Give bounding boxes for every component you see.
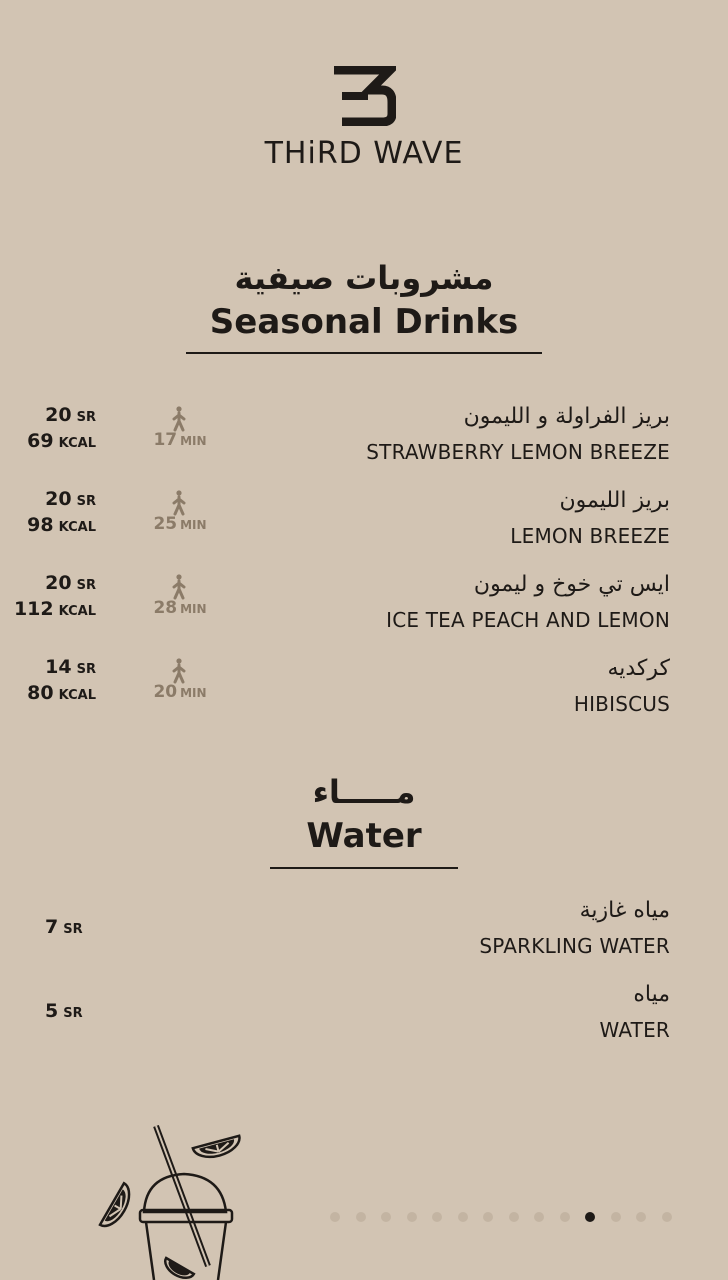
walking-person-icon xyxy=(170,658,188,684)
item-price: 20 SR xyxy=(45,404,96,426)
seasonal-title-ar: مشروبات صيفية xyxy=(234,259,494,297)
item-price: 5 SR xyxy=(45,1000,83,1022)
item-name-ar: بريز الفراولة و الليمون xyxy=(463,404,670,429)
menu-item[interactable] xyxy=(0,982,728,1052)
menu-item[interactable] xyxy=(0,488,728,558)
item-name-ar: ايس تي خوخ و ليمون xyxy=(473,572,670,597)
item-price: 20 SR xyxy=(45,572,96,594)
page-dot-active[interactable] xyxy=(585,1212,595,1222)
item-name-en: STRAWBERRY LEMON BREEZE xyxy=(366,440,670,464)
page-dot[interactable] xyxy=(611,1212,621,1222)
page-dot[interactable] xyxy=(330,1212,340,1222)
page-indicator[interactable] xyxy=(330,1212,672,1222)
water-divider xyxy=(270,867,458,869)
item-name-ar: مياه غازية xyxy=(579,898,670,923)
item-name-ar: مياه xyxy=(633,982,670,1007)
seasonal-heading xyxy=(0,256,728,344)
item-calories: 98 KCAL xyxy=(27,514,96,536)
page-dot[interactable] xyxy=(636,1212,646,1222)
page-dot[interactable] xyxy=(534,1212,544,1222)
page-dot[interactable] xyxy=(458,1212,468,1222)
page-dot[interactable] xyxy=(432,1212,442,1222)
page-dot[interactable] xyxy=(662,1212,672,1222)
item-calories: 80 KCAL xyxy=(27,682,96,704)
item-calories: 112 KCAL xyxy=(13,598,96,620)
water-title-ar: مـــــاء xyxy=(312,773,416,811)
third-wave-logo-icon xyxy=(332,66,396,126)
item-name-en: HIBISCUS xyxy=(573,692,670,716)
item-name-ar: كركديه xyxy=(607,656,670,681)
seasonal-divider xyxy=(186,352,542,354)
page-dot[interactable] xyxy=(356,1212,366,1222)
walk-minutes: 28 MIN xyxy=(153,598,207,618)
walking-person-icon xyxy=(170,490,188,516)
item-price: 14 SR xyxy=(45,656,96,678)
water-title-en: Water xyxy=(306,816,422,856)
item-name-en: LEMON BREEZE xyxy=(510,524,670,548)
walking-person-icon xyxy=(170,406,188,432)
brand-logo xyxy=(0,66,728,171)
menu-item[interactable] xyxy=(0,898,728,968)
brand-name: THiRD WAVE xyxy=(264,136,464,171)
page-dot[interactable] xyxy=(381,1212,391,1222)
walk-minutes: 17 MIN xyxy=(153,430,207,450)
walk-minutes: 20 MIN xyxy=(153,682,207,702)
seasonal-title-en: Seasonal Drinks xyxy=(209,302,519,342)
walking-person-icon xyxy=(170,574,188,600)
walk-minutes: 25 MIN xyxy=(153,514,207,534)
page-dot[interactable] xyxy=(407,1212,417,1222)
item-calories: 69 KCAL xyxy=(27,430,96,452)
item-name-en: WATER xyxy=(599,1018,670,1042)
water-heading xyxy=(0,770,728,858)
drink-illustration-icon xyxy=(88,1120,248,1280)
page-dot[interactable] xyxy=(509,1212,519,1222)
menu-item[interactable] xyxy=(0,404,728,474)
item-price: 7 SR xyxy=(45,916,83,938)
page-dot[interactable] xyxy=(483,1212,493,1222)
item-name-ar: بريز الليمون xyxy=(559,488,670,513)
menu-item[interactable] xyxy=(0,572,728,642)
item-name-en: ICE TEA PEACH AND LEMON xyxy=(386,608,670,632)
menu-item[interactable] xyxy=(0,656,728,726)
page-dot[interactable] xyxy=(560,1212,570,1222)
item-name-en: SPARKLING WATER xyxy=(479,934,670,958)
item-price: 20 SR xyxy=(45,488,96,510)
